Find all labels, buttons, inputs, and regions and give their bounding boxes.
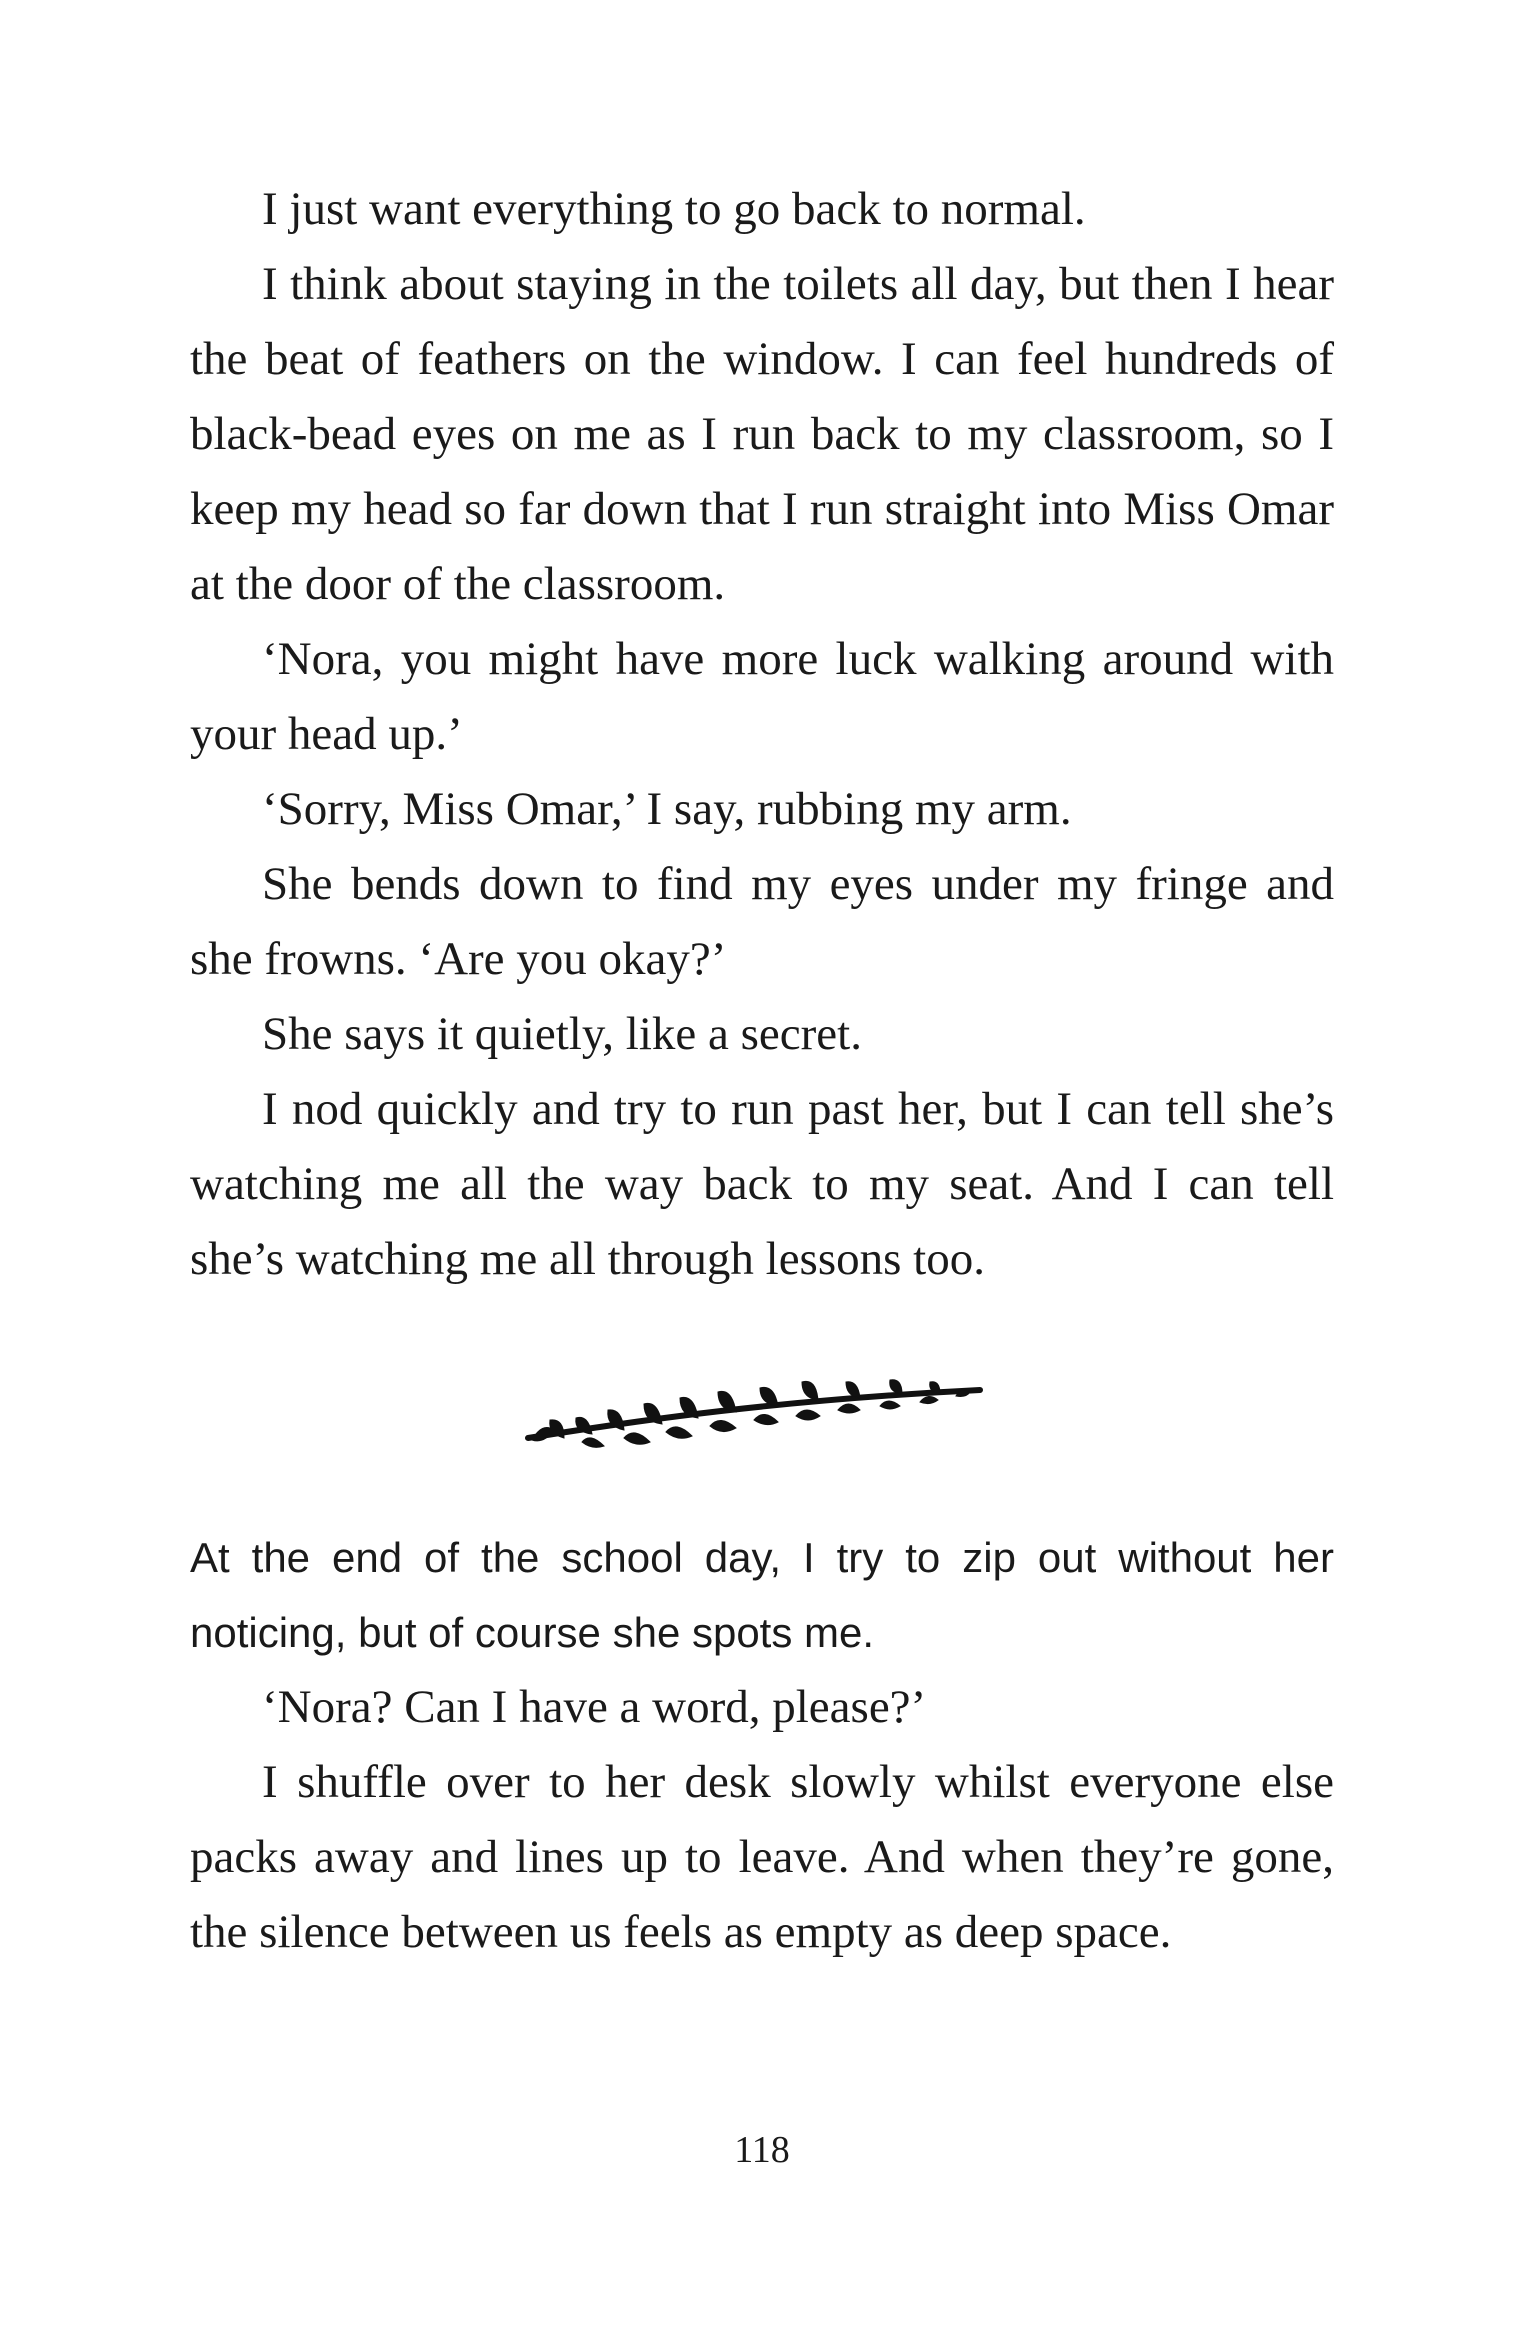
paragraph: ‘Nora? Can I have a word, please?’: [262, 1681, 927, 1733]
paragraph: She bends down to find my eyes under my fringe and she frowns. ‘Are you okay?’: [190, 858, 1334, 985]
section-opening-paragraph: At the end of the school day, I try to zip out without her noticing, but of course she spots me.: [190, 1534, 1334, 1656]
text-block-bottom: [190, 1520, 1334, 1970]
paragraph: ‘Nora, you might have more luck walking around with your head up.’: [190, 633, 1334, 760]
paragraph: I shuffle over to her desk slowly whilst everyone else packs away and lines up to leave. And when they’re gone, the silence between us feels as empty as deep space.: [190, 1756, 1334, 1958]
text-block-top: [190, 172, 1334, 1297]
feather-branch-divider-icon: [520, 1340, 990, 1470]
paragraph: I think about staying in the toilets all day, but then I hear the beat of feathers on the window. I can feel hundreds of black-bead eyes on me as I run back to my classroom, so I keep my head so far down that I run straight into Miss Omar at the door of the classroom.: [190, 258, 1334, 610]
paragraph: I nod quickly and try to run past her, but I can tell she’s watching me all the way back to my seat. And I can tell she’s watching me all through lessons too.: [190, 1083, 1334, 1285]
paragraph: ‘Sorry, Miss Omar,’ I say, rubbing my arm.: [262, 783, 1072, 835]
paragraph: She says it quietly, like a secret.: [262, 1008, 862, 1060]
page-number: 118: [734, 2129, 790, 2171]
paragraph: I just want everything to go back to normal.: [262, 183, 1086, 235]
